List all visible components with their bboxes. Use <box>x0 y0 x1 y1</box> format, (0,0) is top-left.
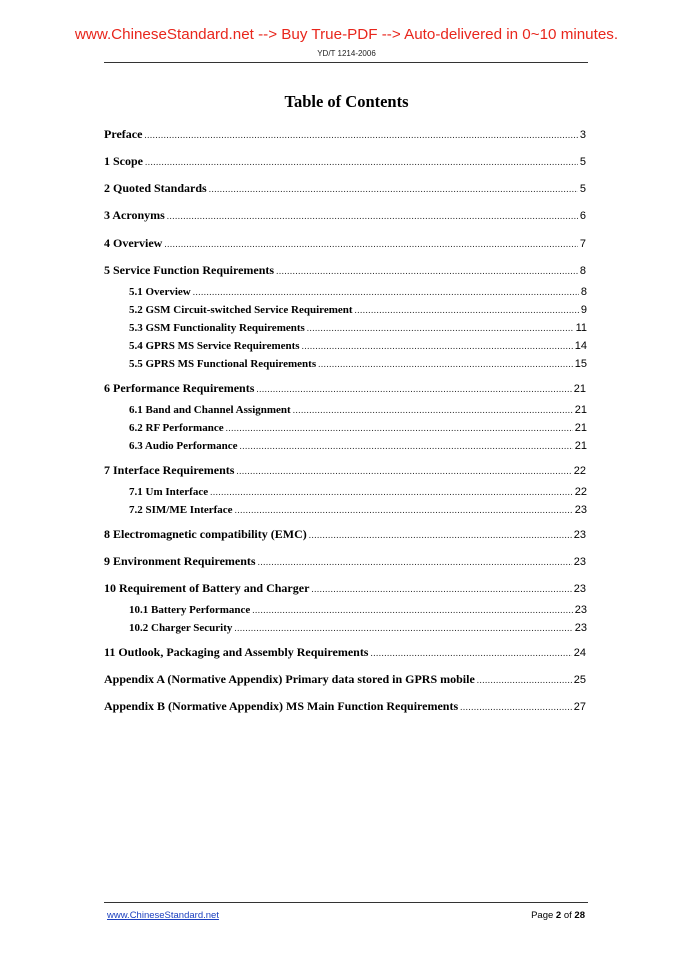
toc-subentry[interactable] <box>129 486 587 498</box>
toc-entry-page: 23 <box>573 556 586 568</box>
toc-entry[interactable] <box>104 236 586 251</box>
toc-entry-page: 11 <box>575 322 587 334</box>
footer-rule <box>104 902 588 903</box>
toc-entry[interactable] <box>104 645 586 660</box>
toc-entry-label: Preface <box>104 127 143 141</box>
toc-entry[interactable] <box>104 699 586 714</box>
toc-entry-page: 15 <box>574 358 587 370</box>
toc-leader-dots <box>235 505 573 515</box>
page-current: 2 <box>555 910 562 921</box>
toc-entry[interactable] <box>104 672 586 687</box>
toc-leader-dots <box>144 130 577 140</box>
toc-leader-dots <box>252 605 572 615</box>
toc-leader-dots <box>276 266 578 276</box>
toc-entry[interactable] <box>104 181 586 196</box>
toc-entry-label: 6 Performance Requirements <box>104 381 255 395</box>
toc-entry-label: 5 Service Function Requirements <box>104 263 275 277</box>
toc-entry-label: Appendix A (Normative Appendix) Primary data stored in GPRS mobile <box>104 672 475 686</box>
toc-entry-label: 5.5 GPRS MS Functional Requirements <box>129 358 317 370</box>
toc-entry[interactable] <box>104 208 586 223</box>
toc-entry-page: 23 <box>573 529 586 541</box>
toc-entry-label: 6.1 Band and Channel Assignment <box>129 404 291 416</box>
toc-leader-dots <box>370 648 571 658</box>
toc-entry-label: 4 Overview <box>104 236 163 250</box>
toc-entry[interactable] <box>104 554 586 569</box>
toc-leader-dots <box>234 623 572 633</box>
page-title: Table of Contents <box>284 92 409 111</box>
page-of: of <box>563 910 572 921</box>
toc-leader-dots <box>239 441 572 451</box>
toc-leader-dots <box>236 466 571 476</box>
toc-subentry[interactable] <box>129 504 587 516</box>
toc-entry-page: 21 <box>574 404 587 416</box>
toc-entry-label: 1 Scope <box>104 154 143 168</box>
toc-leader-dots <box>307 323 574 333</box>
toc-leader-dots <box>311 584 571 594</box>
toc-leader-dots <box>460 702 572 712</box>
toc-entry-page: 21 <box>574 440 587 452</box>
toc-entry[interactable] <box>104 154 586 169</box>
toc-entry-label: 9 Environment Requirements <box>104 554 256 568</box>
toc-entry-page: 27 <box>573 701 586 713</box>
toc-leader-dots <box>293 405 573 415</box>
toc-entry-page: 3 <box>579 129 586 141</box>
toc-entry-page: 8 <box>579 265 586 277</box>
toc-entry-page: 21 <box>573 383 586 395</box>
toc-entry-label: 6.2 RF Performance <box>129 422 224 434</box>
toc-entry-page: 22 <box>573 465 586 477</box>
toc-subentry[interactable] <box>129 286 587 298</box>
toc-subentry[interactable] <box>129 622 587 634</box>
toc-entry[interactable] <box>104 527 586 542</box>
page-total: 28 <box>574 910 585 921</box>
toc-entry-label: 7.1 Um Interface <box>129 486 209 498</box>
toc-leader-dots <box>145 157 578 167</box>
toc-entry[interactable] <box>104 381 586 396</box>
toc-entry-label: 10 Requirement of Battery and Charger <box>104 581 310 595</box>
toc-entry-label: 10.2 Charger Security <box>129 622 233 634</box>
toc-subentry[interactable] <box>129 322 587 334</box>
toc-entry-label: 3 Acronyms <box>104 208 165 222</box>
toc-leader-dots <box>256 384 571 394</box>
toc-entry-page: 23 <box>574 504 587 516</box>
toc-subentry[interactable] <box>129 440 587 452</box>
toc-entry-page: 14 <box>574 340 587 352</box>
toc-entry-label: Appendix B (Normative Appendix) MS Main Function Requirements <box>104 699 459 713</box>
toc-entry-page: 6 <box>579 210 586 222</box>
footer-link[interactable]: www.ChineseStandard.net <box>107 910 219 921</box>
toc-entry-label: 5.2 GSM Circuit-switched Service Requirement <box>129 304 353 316</box>
toc-leader-dots <box>309 530 572 540</box>
toc-leader-dots <box>164 239 578 249</box>
toc-leader-dots <box>258 557 572 567</box>
toc-subentry[interactable] <box>129 340 587 352</box>
toc-subentry[interactable] <box>129 604 587 616</box>
toc-leader-dots <box>477 675 572 685</box>
toc-entry-label: 11 Outlook, Packaging and Assembly Requirements <box>104 645 369 659</box>
toc-entry-page: 25 <box>573 674 586 686</box>
toc-leader-dots <box>355 305 579 315</box>
toc-entry-label: 5.4 GPRS MS Service Requirements <box>129 340 300 352</box>
toc-subentry[interactable] <box>129 404 587 416</box>
toc-entry-label: 6.3 Audio Performance <box>129 440 238 452</box>
toc-entry-page: 21 <box>574 422 587 434</box>
page-word: Page <box>531 910 554 921</box>
toc-leader-dots <box>210 487 573 497</box>
header-rule <box>104 62 588 63</box>
toc-entry-label: 7.2 SIM/ME Interface <box>129 504 233 516</box>
toc-entry[interactable] <box>104 463 586 478</box>
toc-entry-page: 5 <box>579 156 586 168</box>
toc-entry-page: 7 <box>579 238 586 250</box>
toc-entry[interactable] <box>104 581 586 596</box>
toc-entry-page: 23 <box>573 583 586 595</box>
toc-entry-page: 5 <box>579 183 586 195</box>
toc-entry-label: 7 Interface Requirements <box>104 463 235 477</box>
toc-leader-dots <box>302 341 573 351</box>
toc-subentry[interactable] <box>129 358 587 370</box>
toc-entry-page: 23 <box>574 604 587 616</box>
toc-entry-page: 9 <box>580 304 587 316</box>
toc-entry-label: 10.1 Battery Performance <box>129 604 251 616</box>
toc-entry-label: 8 Electromagnetic compatibility (EMC) <box>104 527 307 541</box>
toc-entry-page: 22 <box>574 486 587 498</box>
page-number <box>531 910 585 921</box>
toc-entry[interactable] <box>104 127 586 142</box>
toc-entry[interactable] <box>104 263 586 278</box>
toc-entry-page: 8 <box>580 286 587 298</box>
toc-entry-page: 23 <box>574 622 587 634</box>
toc-leader-dots <box>209 184 578 194</box>
toc-leader-dots <box>193 287 579 297</box>
toc-subentry[interactable] <box>129 422 587 434</box>
toc-leader-dots <box>226 423 573 433</box>
toc-leader-dots <box>167 211 578 221</box>
toc-subentry[interactable] <box>129 304 587 316</box>
banner-link[interactable]: www.ChineseStandard.net --> Buy True-PDF --> Auto-delivered in 0~10 minutes. <box>74 26 619 43</box>
toc-entry-label: 2 Quoted Standards <box>104 181 207 195</box>
toc-entry-label: 5.3 GSM Functionality Requirements <box>129 322 305 334</box>
toc-entry-page: 24 <box>573 647 586 659</box>
toc-leader-dots <box>318 359 573 369</box>
toc-entry-label: 5.1 Overview <box>129 286 191 298</box>
document-id: YD/T 1214-2006 <box>317 49 376 58</box>
